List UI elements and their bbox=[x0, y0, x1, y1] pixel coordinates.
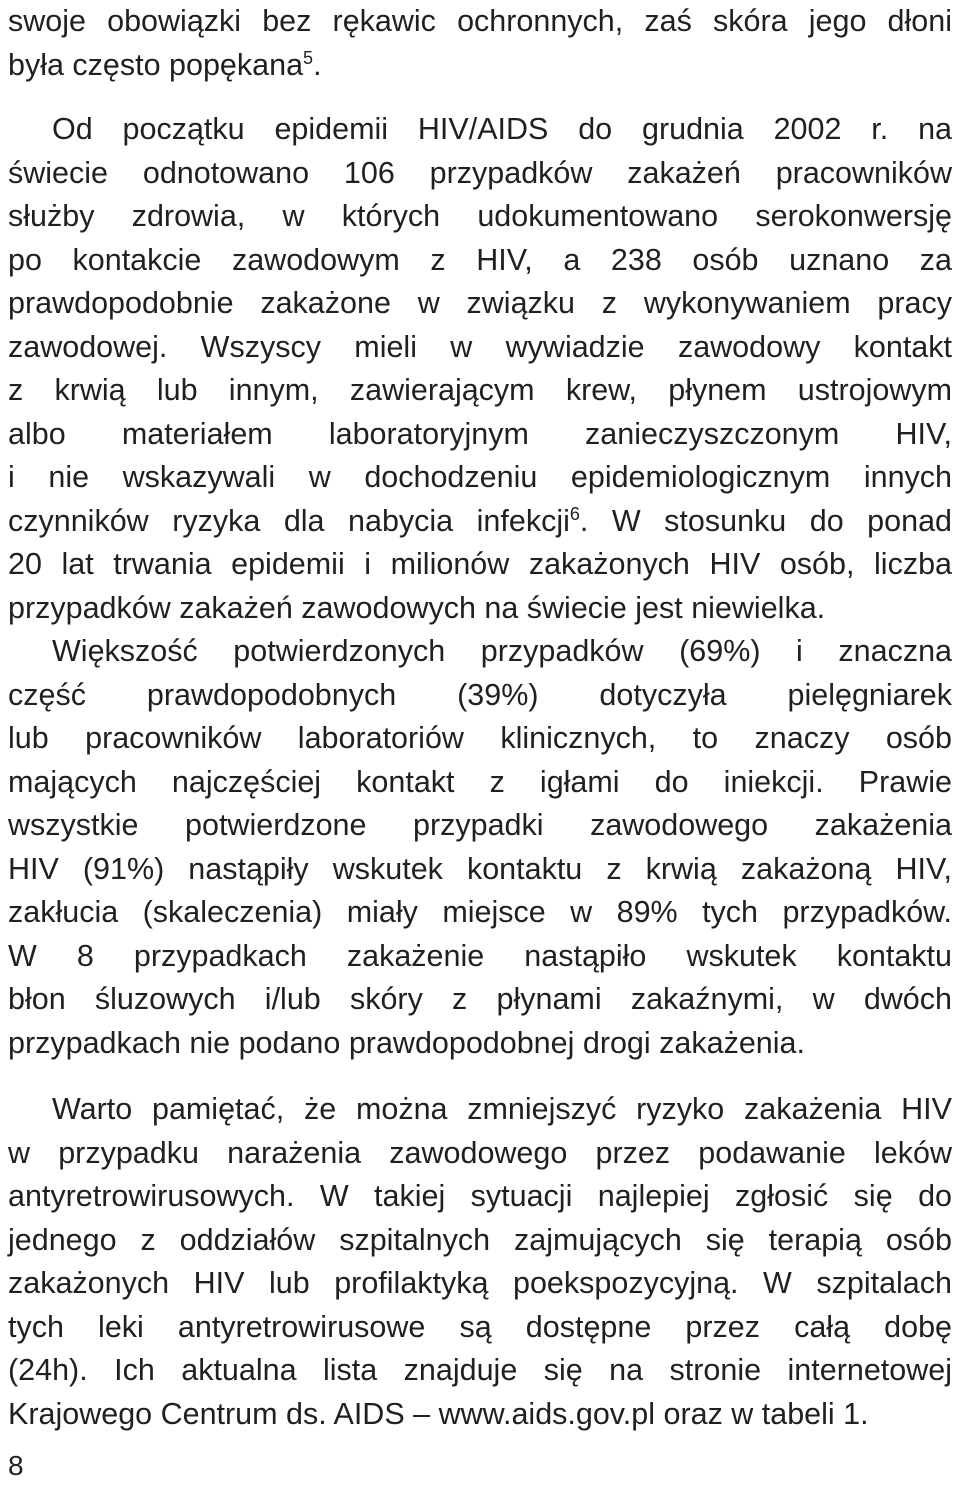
paragraph-occupational-infections bbox=[8, 108, 952, 1065]
text-line: wszystkie potwierdzone przypadki zawodowego zakażenia bbox=[8, 808, 952, 842]
text-line: zawodowej. Wszyscy mieli w wywiadzie zawodowy kontakt bbox=[8, 329, 952, 364]
text-line: antyretrowirusowych. W takiej sytuacji najlepiej zgłosić się do bbox=[8, 1179, 952, 1213]
text-line: Krajowego Centrum ds. AIDS – www.aids.gov.pl oraz w tabeli 1. bbox=[8, 1396, 869, 1431]
footnote-reference: 5 bbox=[303, 47, 314, 68]
text-line: swoje obowiązki bez rękawic ochronnych, zaś skóra jego dłoni bbox=[8, 4, 952, 38]
paragraph-post-exposure-prophylaxis bbox=[8, 1088, 952, 1436]
text-line: HIV (91%) nastąpiły wskutek kontaktu z krwią zakażoną HIV, bbox=[8, 851, 952, 886]
text-line: i nie wskazywali w dochodzeniu epidemiologicznym innych bbox=[8, 460, 952, 494]
text-line: jednego z oddziałów szpitalnych zajmujących się terapią osób bbox=[8, 1222, 952, 1257]
text-line: była często popękana$^5$. bbox=[8, 47, 322, 82]
text-line: błon śluzowych i/lub skóry z płynami zakaźnymi, w dwóch bbox=[8, 982, 952, 1016]
text-line: (24h). Ich aktualna lista znajduje się na stronie internetowej bbox=[8, 1353, 952, 1387]
text-line: albo materiałem laboratoryjnym zanieczyszczonym HIV, bbox=[8, 416, 952, 451]
text-line: po kontakcie zawodowym z HIV, a 238 osób uznano za bbox=[8, 242, 952, 277]
text-line: z krwią lub innym, zawierającym krew, płynem ustrojowym bbox=[8, 373, 952, 407]
text-line: 20 lat trwania epidemii i milionów zakażonych HIV osób, liczba bbox=[8, 547, 952, 581]
text-line: W 8 przypadkach zakażenie nastąpiło wskutek kontaktu bbox=[8, 938, 952, 973]
text-line: tych leki antyretrowirusowe są dostępne przez całą dobę bbox=[8, 1309, 952, 1344]
text-line: przypadków zakażeń zawodowych na świecie jest niewielka. bbox=[8, 590, 826, 625]
text-line: zakażonych HIV lub profilaktyką poekspozycyjną. W szpitalach bbox=[8, 1266, 952, 1300]
page-number: 8 bbox=[8, 1450, 24, 1481]
text-line: część prawdopodobnych (39%) dotyczyła pielęgniarek bbox=[8, 677, 952, 712]
text-line: czynników ryzyka dla nabycia infekcji$^6$. W stosunku do ponad bbox=[8, 503, 952, 538]
footnote-reference: 6 bbox=[569, 503, 580, 524]
text-line: w przypadku narażenia zawodowego przez podawanie leków bbox=[8, 1135, 952, 1170]
text-line: służby zdrowia, w których udokumentowano serokonwersję bbox=[8, 199, 952, 233]
text-line: Warto pamiętać, że można zmniejszyć ryzyko zakażenia HIV bbox=[52, 1092, 952, 1126]
text-line: przypadkach nie podano prawdopodobnej drogi zakażenia. bbox=[8, 1025, 805, 1060]
text-line: świecie odnotowano 106 przypadków zakażeń pracowników bbox=[8, 155, 952, 190]
paragraph-continuation bbox=[8, 0, 952, 87]
text-line: Od początku epidemii HIV/AIDS do grudnia 2002 r. na bbox=[52, 112, 952, 146]
text-line: lub pracowników laboratoriów klinicznych, to znaczy osób bbox=[8, 721, 952, 755]
text-line: prawdopodobnie zakażone w związku z wykonywaniem pracy bbox=[8, 286, 952, 320]
text-line: zakłucia (skaleczenia) miały miejsce w 89% tych przypadków. bbox=[8, 895, 952, 929]
text-line: mających najczęściej kontakt z igłami do iniekcji. Prawie bbox=[8, 764, 952, 799]
text-line: Większość potwierdzonych przypadków (69%) i znaczna bbox=[52, 634, 952, 668]
